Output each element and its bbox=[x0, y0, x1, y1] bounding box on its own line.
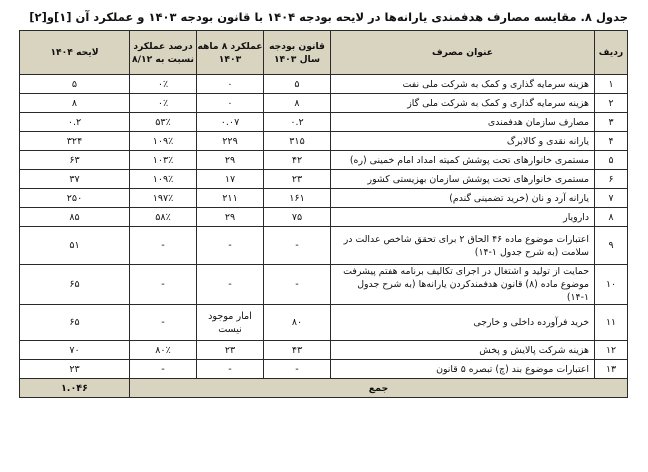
row-bill-1404: ۳۲۴ bbox=[20, 132, 130, 151]
row-performance-8-months: ۲۹ bbox=[197, 151, 264, 170]
table-row bbox=[20, 305, 628, 341]
row-law-1403: ۷۵ bbox=[264, 208, 331, 227]
table-row bbox=[20, 189, 628, 208]
row-bill-1404: ۶۵ bbox=[20, 265, 130, 305]
row-title: هزینه شرکت پالایش و پخش bbox=[331, 341, 595, 360]
row-number: ۲ bbox=[595, 94, 628, 113]
row-performance-8-months: ۲۲۹ bbox=[197, 132, 264, 151]
total-bill-1404: ۱.۰۴۶ bbox=[20, 379, 130, 398]
row-title: اعتبارات موضوع ماده ۴۶ الحاق ۲ برای تحقق شاخص عدالت در سلامت (به شرح جدول ۱-۱۴) bbox=[331, 227, 595, 265]
row-bill-1404: ۸۵ bbox=[20, 208, 130, 227]
row-number: ۹ bbox=[595, 227, 628, 265]
row-bill-1404: ۶۵ bbox=[20, 305, 130, 341]
row-performance-8-months: ۱۷ bbox=[197, 170, 264, 189]
row-number: ۷ bbox=[595, 189, 628, 208]
row-bill-1404: ۸ bbox=[20, 94, 130, 113]
row-law-1403: - bbox=[264, 227, 331, 265]
total-row bbox=[20, 379, 628, 398]
row-performance-8-months: ۰ bbox=[197, 94, 264, 113]
table-row bbox=[20, 75, 628, 94]
header-row-number: ردیف bbox=[595, 31, 628, 75]
row-title: خرید فرآورده داخلی و خارجی bbox=[331, 305, 595, 341]
header-title: عنوان مصرف bbox=[331, 31, 595, 75]
row-number: ۴ bbox=[595, 132, 628, 151]
row-performance-percent: - bbox=[130, 305, 197, 341]
row-performance-percent: ۰٪ bbox=[130, 94, 197, 113]
row-number: ۵ bbox=[595, 151, 628, 170]
row-bill-1404: ۵۱ bbox=[20, 227, 130, 265]
table-caption: جدول ۸. مقایسه مصارف هدفمندی یارانه‌ها در لایحه بودجه ۱۴۰۴ با قانون بودجه ۱۴۰۳ و عملکرد آن [۱]و[۲] bbox=[29, 10, 628, 24]
header-performance-percent: درصد عملکرد نسبت به ۸/۱۲ bbox=[130, 31, 197, 75]
row-performance-percent: ۵۳٪ bbox=[130, 113, 197, 132]
row-performance-8-months: - bbox=[197, 265, 264, 305]
row-performance-8-months: ۲۳ bbox=[197, 341, 264, 360]
row-title: دارویار bbox=[331, 208, 595, 227]
row-law-1403: ۵ bbox=[264, 75, 331, 94]
row-bill-1404: ۵ bbox=[20, 75, 130, 94]
table-row bbox=[20, 94, 628, 113]
row-performance-8-months: امار موجود نیست bbox=[197, 305, 264, 341]
row-performance-percent: ۱۰۹٪ bbox=[130, 132, 197, 151]
table-row bbox=[20, 360, 628, 379]
row-law-1403: - bbox=[264, 265, 331, 305]
row-law-1403: ۴۲ bbox=[264, 151, 331, 170]
table-body bbox=[20, 75, 628, 379]
table-row bbox=[20, 132, 628, 151]
row-law-1403: ۲۳ bbox=[264, 170, 331, 189]
row-performance-percent: - bbox=[130, 360, 197, 379]
row-performance-percent: - bbox=[130, 265, 197, 305]
budget-table bbox=[19, 30, 628, 398]
row-law-1403: ۱۶۱ bbox=[264, 189, 331, 208]
row-bill-1404: ۷۰ bbox=[20, 341, 130, 360]
row-number: ۱۰ bbox=[595, 265, 628, 305]
row-number: ۱۱ bbox=[595, 305, 628, 341]
row-title: هزینه سرمایه گذاری و کمک به شرکت ملی نفت bbox=[331, 75, 595, 94]
row-bill-1404: ۲۵۰ bbox=[20, 189, 130, 208]
row-performance-8-months: ۰ bbox=[197, 75, 264, 94]
table-row bbox=[20, 341, 628, 360]
row-title: حمایت از تولید و اشتغال در اجرای تکالیف برنامه هفتم پیشرفت موضوع ماده (۸) قانون هدفمندکردن یارانه‌ها (به شرح جدول ۱-۱۴) bbox=[331, 265, 595, 305]
header-performance-8-months: عملکرد ۸ ماهه ۱۴۰۳ bbox=[197, 31, 264, 75]
row-performance-percent: ۸۰٪ bbox=[130, 341, 197, 360]
table-row bbox=[20, 227, 628, 265]
total-label: جمع bbox=[130, 379, 628, 398]
table-row bbox=[20, 151, 628, 170]
row-performance-percent: ۰٪ bbox=[130, 75, 197, 94]
row-performance-percent: ۱۰۹٪ bbox=[130, 170, 197, 189]
table-row bbox=[20, 113, 628, 132]
row-title: یارانه نقدی و کالابرگ bbox=[331, 132, 595, 151]
row-bill-1404: ۰.۲ bbox=[20, 113, 130, 132]
row-performance-percent: ۱۰۳٪ bbox=[130, 151, 197, 170]
row-law-1403: ۰.۲ bbox=[264, 113, 331, 132]
row-performance-8-months: - bbox=[197, 227, 264, 265]
row-title: مصارف سازمان هدفمندی bbox=[331, 113, 595, 132]
row-law-1403: ۳۱۵ bbox=[264, 132, 331, 151]
row-title: هزینه سرمایه گذاری و کمک به شرکت ملی گاز bbox=[331, 94, 595, 113]
row-performance-8-months: ۲۹ bbox=[197, 208, 264, 227]
row-performance-percent: ۵۸٪ bbox=[130, 208, 197, 227]
row-performance-8-months: ۰.۰۷ bbox=[197, 113, 264, 132]
row-law-1403: ۴۳ bbox=[264, 341, 331, 360]
table-row bbox=[20, 208, 628, 227]
row-title: اعتبارات موضوع بند (چ) تبصره ۵ قانون bbox=[331, 360, 595, 379]
row-title: مستمری خانوارهای تحت پوشش کمیته امداد امام خمینی (ره) bbox=[331, 151, 595, 170]
header-bill-1404: لایحه ۱۴۰۴ bbox=[20, 31, 130, 75]
row-number: ۶ bbox=[595, 170, 628, 189]
row-number: ۱ bbox=[595, 75, 628, 94]
row-title: مستمری خانوارهای تحت پوشش سازمان بهزیستی کشور bbox=[331, 170, 595, 189]
row-law-1403: - bbox=[264, 360, 331, 379]
row-performance-percent: ۱۹۷٪ bbox=[130, 189, 197, 208]
header-row bbox=[20, 31, 628, 75]
table-row bbox=[20, 265, 628, 305]
row-number: ۳ bbox=[595, 113, 628, 132]
row-law-1403: ۸ bbox=[264, 94, 331, 113]
row-number: ۱۲ bbox=[595, 341, 628, 360]
row-bill-1404: ۲۳ bbox=[20, 360, 130, 379]
row-bill-1404: ۶۳ bbox=[20, 151, 130, 170]
row-number: ۸ bbox=[595, 208, 628, 227]
row-number: ۱۳ bbox=[595, 360, 628, 379]
header-law-1403: قانون بودجه سال ۱۴۰۳ bbox=[264, 31, 331, 75]
row-performance-8-months: ۲۱۱ bbox=[197, 189, 264, 208]
row-performance-percent: - bbox=[130, 227, 197, 265]
table-row bbox=[20, 170, 628, 189]
row-law-1403: ۸۰ bbox=[264, 305, 331, 341]
row-performance-8-months: - bbox=[197, 360, 264, 379]
row-bill-1404: ۳۷ bbox=[20, 170, 130, 189]
row-title: یارانه آرد و نان (خرید تضمینی گندم) bbox=[331, 189, 595, 208]
